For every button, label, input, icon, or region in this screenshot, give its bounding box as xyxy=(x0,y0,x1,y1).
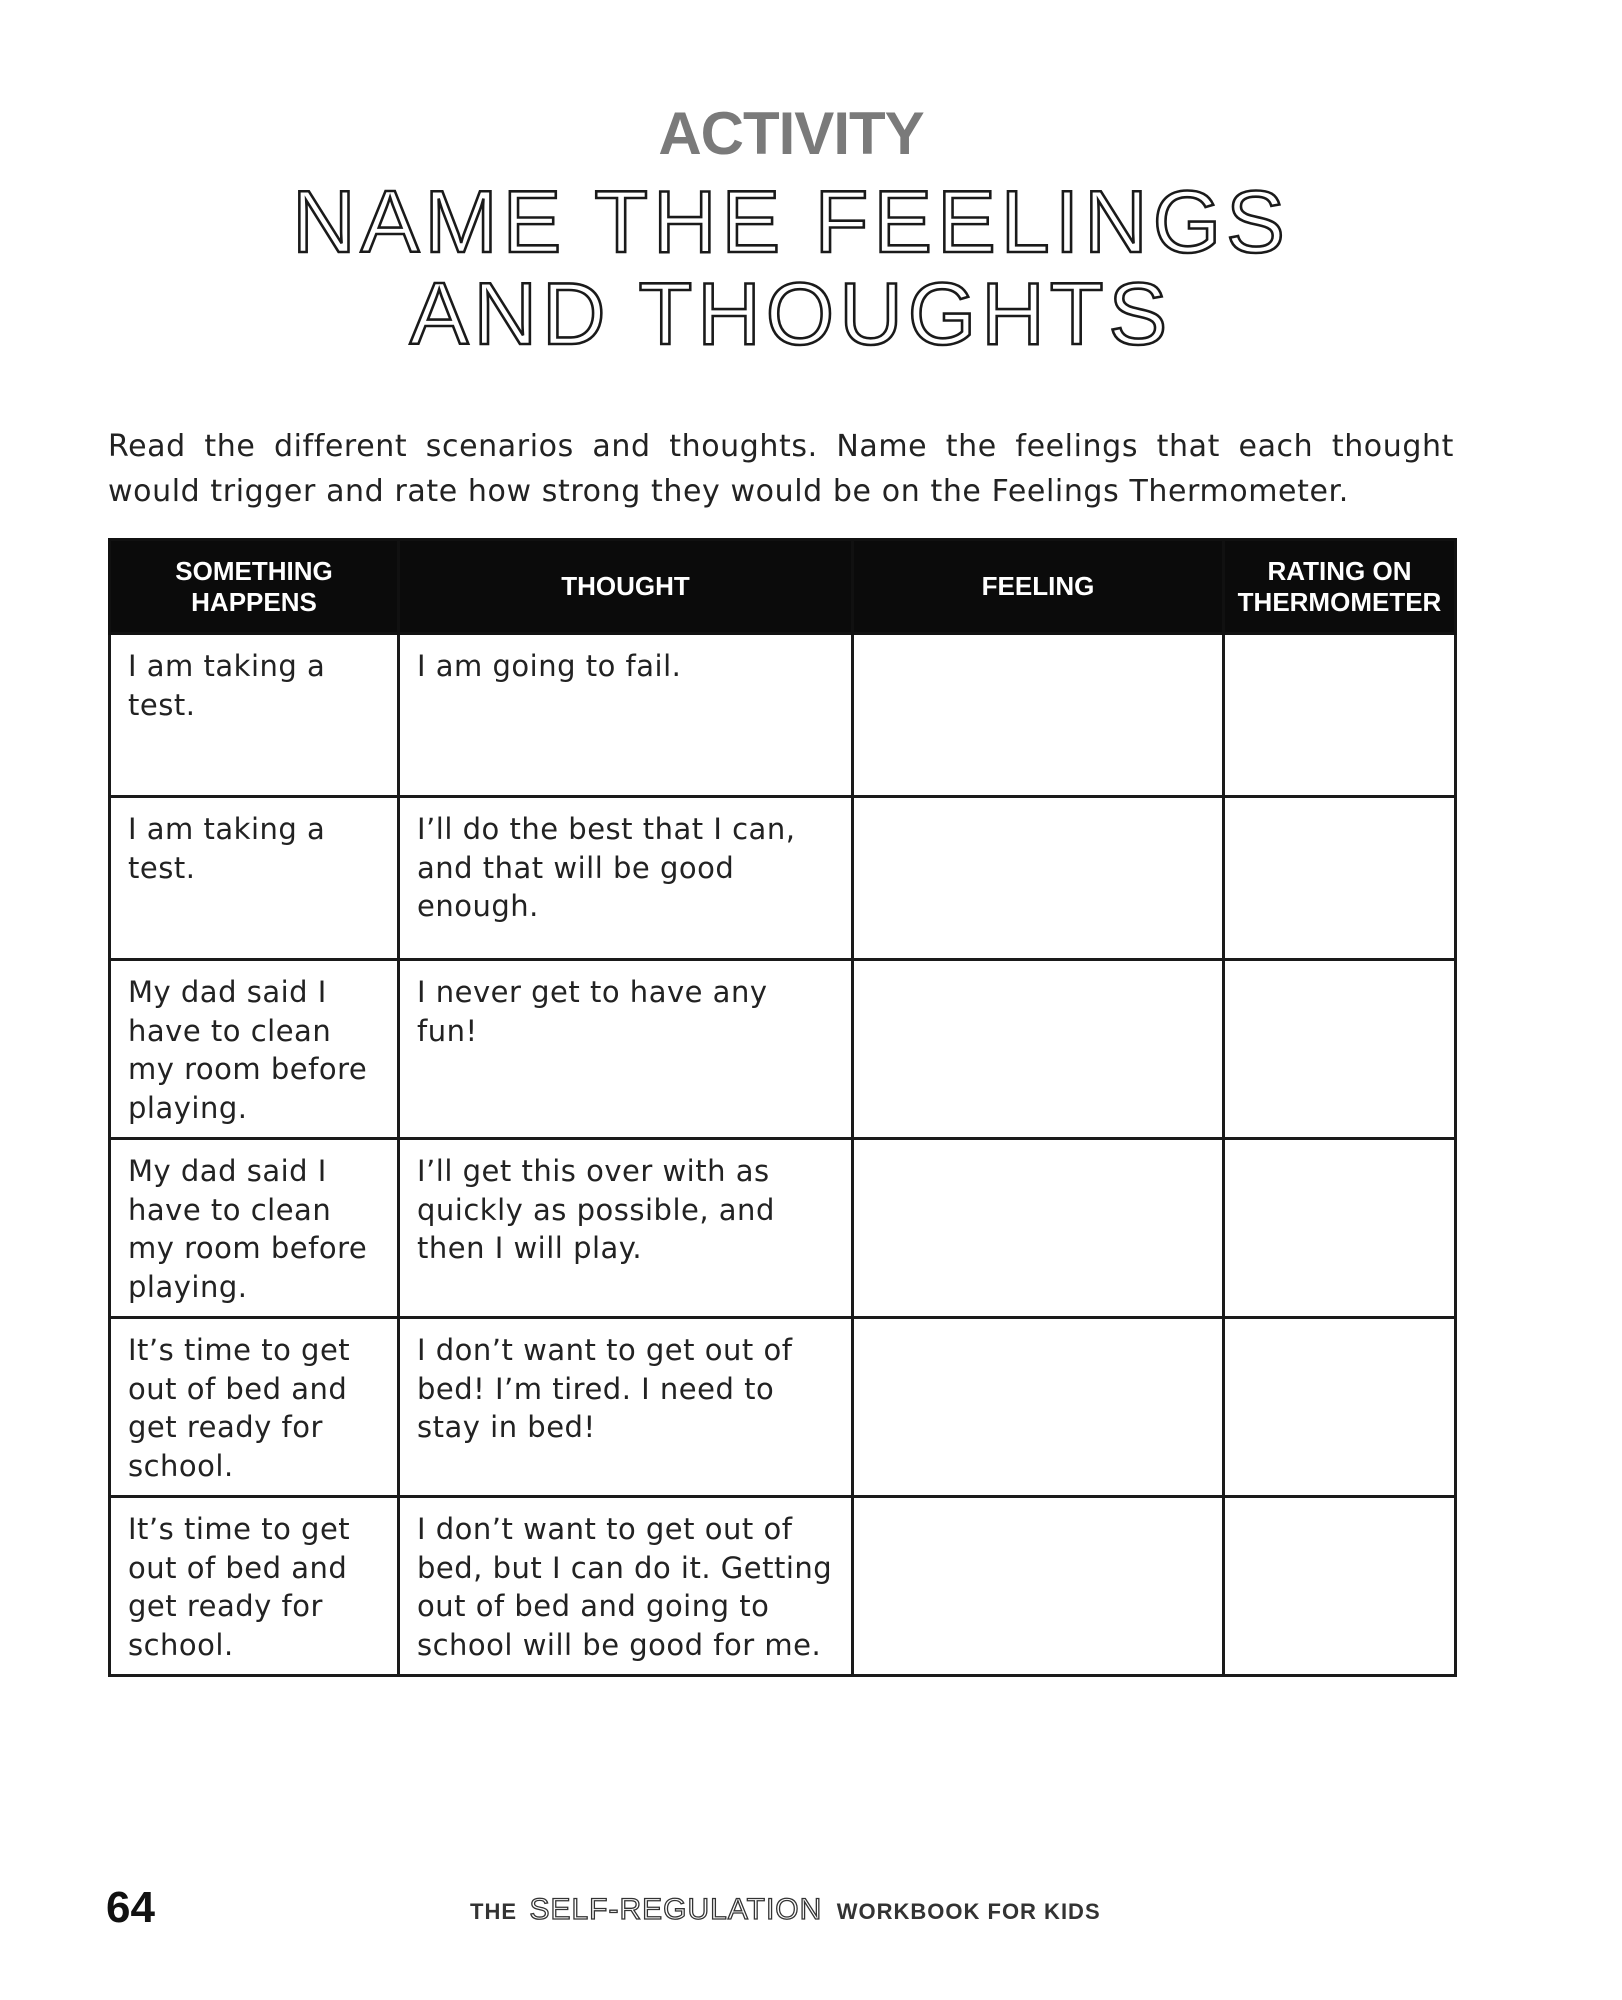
column-header-feeling: FEELING xyxy=(853,540,1224,634)
table-row xyxy=(110,1318,1456,1497)
table-row xyxy=(110,1497,1456,1676)
page-number: 64 xyxy=(106,1883,155,1932)
table-row xyxy=(110,797,1456,960)
table-row xyxy=(110,960,1456,1139)
footer-title-pre: THE xyxy=(470,1899,517,1924)
feelings-table xyxy=(108,538,1457,1677)
thought-cell: I don’t want to get out of bed! I’m tired. I need to stay in bed! xyxy=(399,1318,853,1497)
activity-label: ACTIVITY xyxy=(658,100,924,167)
instructions-text: Read the different scenarios and thoughts. Name the feelings that each thought would trigger and rate how strong they would be on the Feelings Thermometer. xyxy=(108,429,1454,509)
something-happens-cell: It’s time to get out of bed and get ready for school. xyxy=(110,1497,399,1676)
column-header-thought: THOUGHT xyxy=(399,540,853,634)
thought-cell: I am going to fail. xyxy=(399,634,853,797)
footer-title-post: WORKBOOK FOR KIDS xyxy=(836,1899,1101,1924)
rating-answer-cell[interactable] xyxy=(1224,1139,1456,1318)
rating-answer-cell[interactable] xyxy=(1224,634,1456,797)
feeling-answer-cell[interactable] xyxy=(853,960,1224,1139)
table-row xyxy=(110,1139,1456,1318)
rating-answer-cell[interactable] xyxy=(1224,960,1456,1139)
rating-answer-cell[interactable] xyxy=(1224,1318,1456,1497)
something-happens-cell: It’s time to get out of bed and get ready for school. xyxy=(110,1318,399,1497)
running-footer xyxy=(470,1895,1101,1925)
feeling-answer-cell[interactable] xyxy=(853,1497,1224,1676)
feeling-answer-cell[interactable] xyxy=(853,1139,1224,1318)
feeling-answer-cell[interactable] xyxy=(853,1318,1224,1497)
feeling-answer-cell[interactable] xyxy=(853,634,1224,797)
page-title-line-1: NAME THE FEELINGS xyxy=(292,172,1290,271)
something-happens-cell: I am taking a test. xyxy=(110,634,399,797)
thought-cell: I’ll do the best that I can, and that will be good enough. xyxy=(399,797,853,960)
thought-cell: I never get to have any fun! xyxy=(399,960,853,1139)
table-header-row xyxy=(110,540,1456,634)
footer-title-main: SELF-REGULATION xyxy=(529,1893,823,1926)
page-title-line-2: AND THOUGHTS xyxy=(409,264,1173,363)
rating-answer-cell[interactable] xyxy=(1224,1497,1456,1676)
column-header-rating: RATING ON THERMOMETER xyxy=(1224,540,1456,634)
something-happens-cell: My dad said I have to clean my room before playing. xyxy=(110,1139,399,1318)
feeling-answer-cell[interactable] xyxy=(853,797,1224,960)
column-header-something-happens: SOMETHING HAPPENS xyxy=(110,540,399,634)
table-row xyxy=(110,634,1456,797)
thought-cell: I don’t want to get out of bed, but I can do it. Getting out of bed and going to school will be good for me. xyxy=(399,1497,853,1676)
thought-cell: I’ll get this over with as quickly as possible, and then I will play. xyxy=(399,1139,853,1318)
something-happens-cell: My dad said I have to clean my room before playing. xyxy=(110,960,399,1139)
something-happens-cell: I am taking a test. xyxy=(110,797,399,960)
rating-answer-cell[interactable] xyxy=(1224,797,1456,960)
